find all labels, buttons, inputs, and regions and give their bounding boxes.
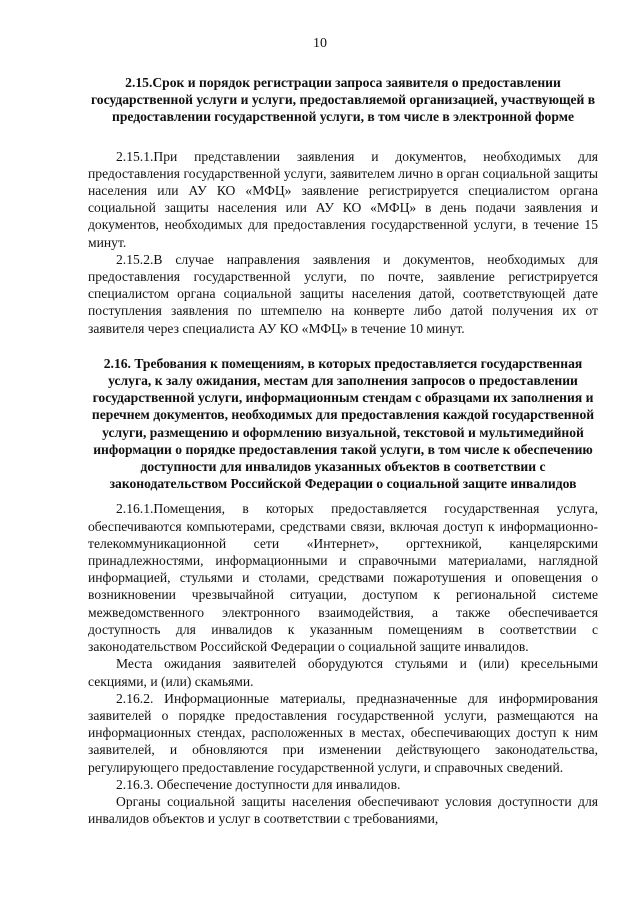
section-2-15-heading: 2.15.Срок и порядок регистрации запроса заявителя о предоставлении государственной услуги и услуги, предоставляемой организацией, участвующей в предоставлении государственной услуги, в том числе в электронной форме: [90, 75, 596, 125]
paragraph-2-16-3: 2.16.3. Обеспечение доступности для инвалидов.: [116, 776, 401, 792]
document-body: [88, 74, 598, 827]
paragraph-accessibility: Органы социальной защиты населения обеспечивают условия доступности для инвалидов объектов и услуг в соответствии с требованиями,: [88, 793, 598, 827]
paragraph-2-16-1: 2.16.1.Помещения, в которых предоставляется государственная услуга, обеспечиваются компьютерами, средствами связи, включая доступ к информационно-телекоммуникационной сети «Интернет», оргтехникой, канцелярскими принадлежностями, информационными и справочными материалами, наглядной информацией, стульями и столами, средствами пожаротушения и оповещения о возникновении чрезвычайной ситуации, доступом к региональной системе межведомственного электронного взаимодействия, а также обеспечивается доступность для инвалидов к указанным помещениям в соответствии с законодательством Российской Федерации о социальной защите инвалидов.: [88, 501, 598, 655]
paragraph-2-15-1: 2.15.1.При представлении заявления и документов, необходимых для предоставления государственной услуги, заявителем лично в орган социальной защиты населения или АУ КО «МФЦ» заявление регистрируется специалистом органа социальной защиты населения или АУ КО «МФЦ» в день подачи заявления и документов, необходимых для предоставления государственной услуги, в течение 15 минут.: [88, 148, 598, 250]
section-2-16-heading: 2.16. Требования к помещениям, в которых предоставляется государственная услуга, к залу ожидания, местам для заполнения запросов о предоставлении государственной услуги, информационным стендам с образцами их заполнения и перечнем документов, необходимых для предоставления каждой государственной услуги, размещению и оформлению визуальной, текстовой и мультимедийной информации о порядке предоставления такой услуги, в том числе к обеспечению доступности для инвалидов указанных объектов в соответствии с законодательством Российской Федерации о социальной защите инвалидов: [91, 355, 595, 492]
paragraph-2-15-2: 2.15.2.В случае направления заявления и документов, необходимых для предоставления государственной услуги, по почте, заявление регистрируется специалистом органа социальной защиты населения датой, соответствующей дате поступления заявления по штемпелю на конверте либо датой получения их от заявителя через специалиста АУ КО «МФЦ» в течение 10 минут.: [88, 251, 598, 336]
paragraph-2-16-2: 2.16.2. Информационные материалы, предназначенные для информирования заявителей о порядке предоставления государственной услуги, размещаются на информационных стендах, расположенных в местах, обеспечивающих доступ к ним заявителей, и обновляются при изменении действующего законодательства, регулирующего предоставление государственной услуги, и справочных сведений.: [88, 690, 598, 775]
page-number: 10: [313, 36, 327, 51]
paragraph-waiting-places: Места ожидания заявителей оборудуются стульями и (или) кресельными секциями, и (или) скамьями.: [88, 656, 598, 689]
